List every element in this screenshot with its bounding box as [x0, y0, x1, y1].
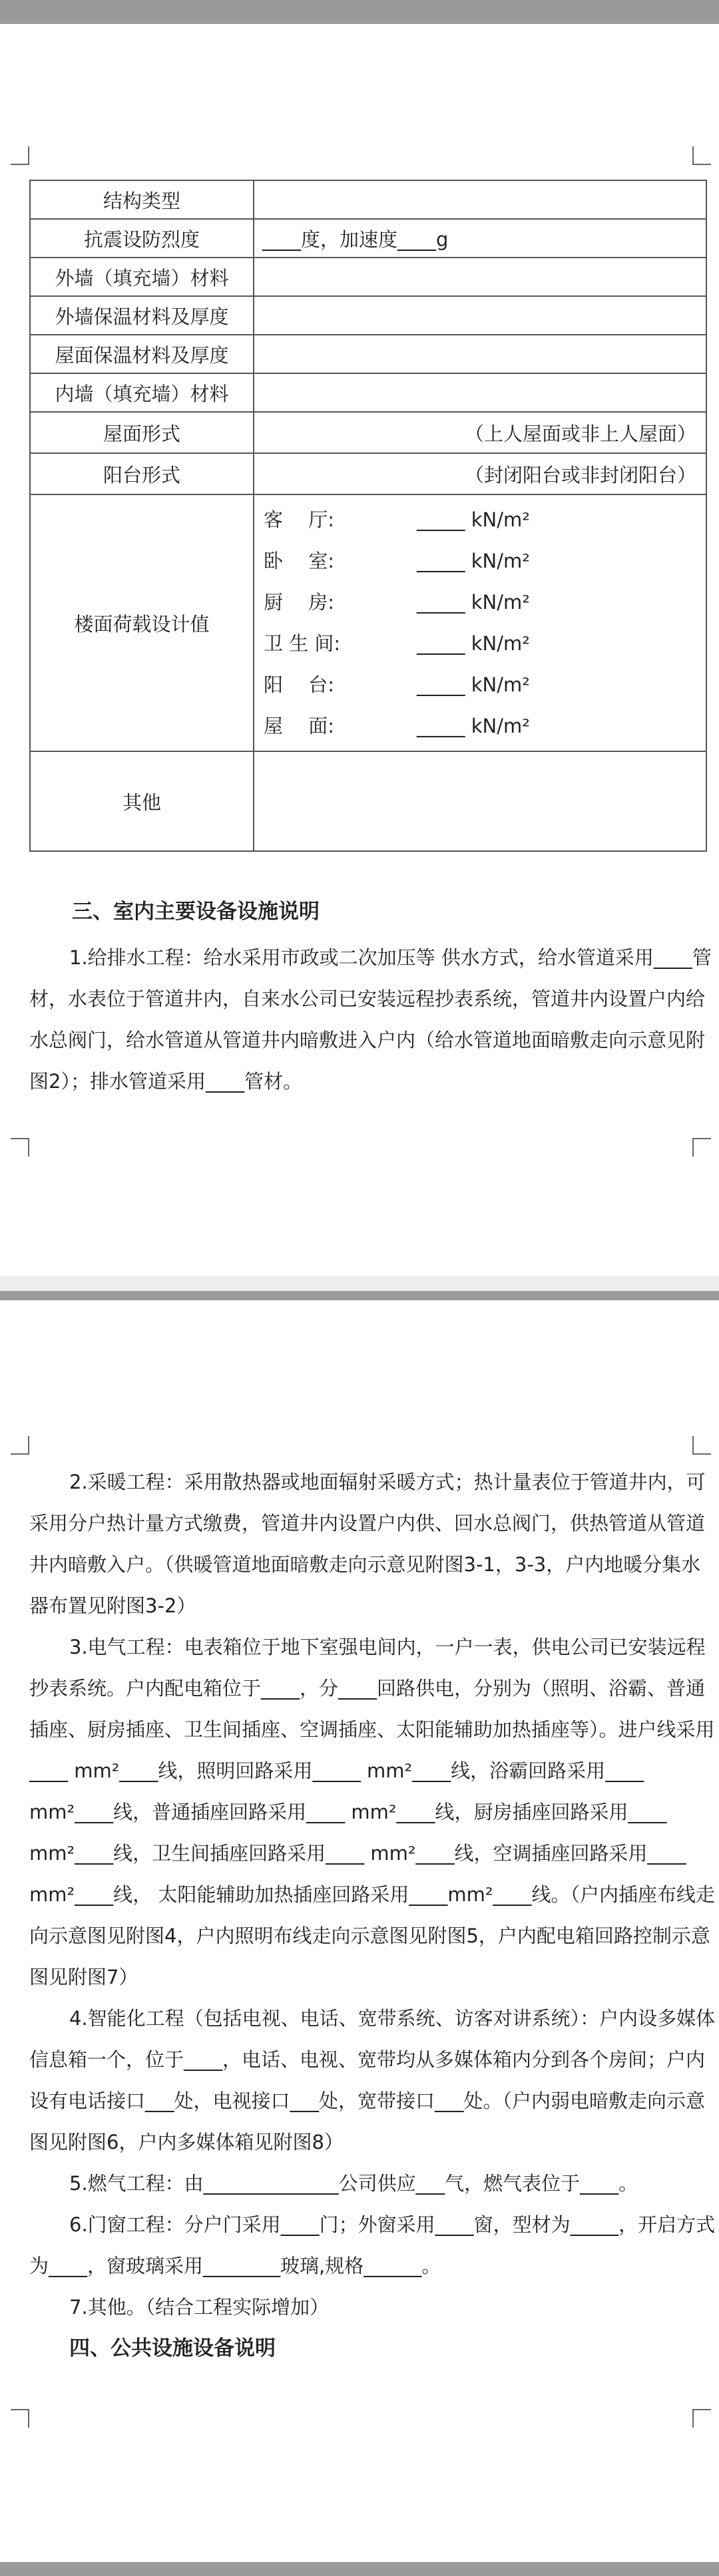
row-label: 阳台形式	[30, 453, 254, 494]
page-corner-mark	[692, 1138, 711, 1157]
table-row	[30, 412, 706, 453]
roof-type-value: （上人屋面或非上人屋面）	[254, 412, 706, 453]
page-corner-mark	[692, 2409, 711, 2428]
page-corner-mark	[692, 146, 711, 165]
spec-table	[29, 180, 707, 852]
page2-body	[29, 1461, 719, 2369]
row-label: 楼面荷载设计值	[30, 494, 254, 751]
table-row	[30, 258, 706, 296]
row-value	[254, 751, 706, 851]
paragraph-smart: 4.智能化工程（包括电视、电话、宽带系统、访客对讲系统）：户内设多媒体信息箱一个，位于____，电话、电视、宽带均从多媒体箱内分到各个房间；户内设有电话接口___处，电视接口___处，宽带接口___处。（户内弱电暗敷走向示意图见附图6，户内多媒体箱见附图8）	[29, 2007, 716, 2153]
page-corner-mark	[11, 146, 29, 165]
row-value	[254, 180, 706, 219]
load-item: 厨 房: _____ kN/m²	[264, 591, 530, 614]
table-row	[30, 335, 706, 373]
paragraph-gas: 5.燃气工程：由______________公司供应___气，燃气表位于____。	[69, 2172, 638, 2195]
row-value	[254, 335, 706, 373]
row-label: 结构类型	[30, 180, 254, 219]
table-row	[30, 373, 706, 412]
row-label: 外墙（填充墙）材料	[30, 258, 254, 296]
paragraph-text: 1.给排水工程：给水采用市政或二次加压等 供水方式，给水管道采用____管材，水表位于管道井内，自来水公司已安装远程抄表系统，管道井内设置户内给水总阀门，给水管道从管道井内暗敷进入户内（给水管道地面暗敷走向示意见附图2）；排水管道采用____管材。	[29, 946, 712, 1093]
row-value	[254, 296, 706, 335]
paragraph-other: 7.其他。（结合工程实际增加）	[69, 2296, 330, 2318]
row-value	[254, 373, 706, 412]
table-row	[30, 219, 706, 258]
row-label: 抗震设防烈度	[30, 219, 254, 258]
page-top-border	[0, 0, 719, 24]
load-item: 屋 面: _____ kN/m²	[264, 715, 530, 737]
paragraph-water	[29, 937, 719, 1102]
page-gap	[0, 1276, 719, 1291]
row-value	[254, 258, 706, 296]
balcony-type-value: （封闭阳台或非封闭阳台）	[254, 453, 706, 494]
paragraph-heating: 2.采暖工程：采用散热器或地面辐射采暖方式；热计量表位于管道井内，可采用分户热计量方式缴费，管道井内设置户内供、回水总阀门，供热管道从管道井内暗敷入户。（供暖管道地面暗敷走向示意见附图3-1，3-3，户内地暖分集水器布置见附图3-2）	[29, 1471, 706, 1617]
row-label: 屋面保温材料及厚度	[30, 335, 254, 373]
table-row	[30, 494, 706, 751]
seismic-value: ____度，加速度____g	[254, 219, 706, 258]
load-item: 阳 台: _____ kN/m²	[264, 673, 530, 696]
table-row	[30, 751, 706, 851]
row-label: 屋面形式	[30, 412, 254, 453]
floor-load-list	[254, 494, 706, 751]
page-top-border	[0, 1291, 719, 1300]
load-item: 卫 生 间: _____ kN/m²	[264, 632, 530, 655]
page-bottom-border	[0, 2562, 719, 2576]
load-item: 卧 室: _____ kN/m²	[264, 550, 530, 572]
row-label: 内墙（填充墙）材料	[30, 373, 254, 412]
page-corner-mark	[692, 1436, 711, 1455]
section-heading: 四、公共设施设备说明	[69, 2336, 276, 2360]
paragraph-doors-windows: 6.门窗工程：分户门采用____门；外窗采用____窗，型材为_____，开启方式为____，窗玻璃采用________玻璃,规格______。	[29, 2213, 716, 2277]
section-heading: 三、室内主要设备设施说明	[72, 900, 320, 924]
page-corner-mark	[11, 1436, 29, 1455]
paragraph-electrical: 3.电气工程：电表箱位于地下室强电间内，一户一表，供电公司已安装远程抄表系统。户内配电箱位于____，分____回路供电，分别为（照明、浴霸、普通插座、厨房插座、卫生间插座、空调插座、太阳能辅助加热插座等）。进户线采用____ mm²____线，照明回路采用_____ mm²____线，浴霸回路采用____ mm²____线，普通插座回路采用____ mm²____线，厨房插座回路采用____ mm²____线，卫生间插座回路采用____ mm²____线，空调插座回路采用____ mm²____线， 太阳能辅助加热插座回路采用____mm²____线。（户内插座布线走向示意图见附图4，户内照明布线走向示意图见附图5，户内配电箱回路控制示意图见附图7）	[29, 1636, 715, 1988]
table-row	[30, 180, 706, 219]
load-item: 客 厅: _____ kN/m²	[264, 508, 530, 531]
row-label: 其他	[30, 751, 254, 851]
row-label: 外墙保温材料及厚度	[30, 296, 254, 335]
page-corner-mark	[11, 1138, 29, 1157]
table-row	[30, 296, 706, 335]
page-corner-mark	[11, 2409, 29, 2428]
table-row	[30, 453, 706, 494]
